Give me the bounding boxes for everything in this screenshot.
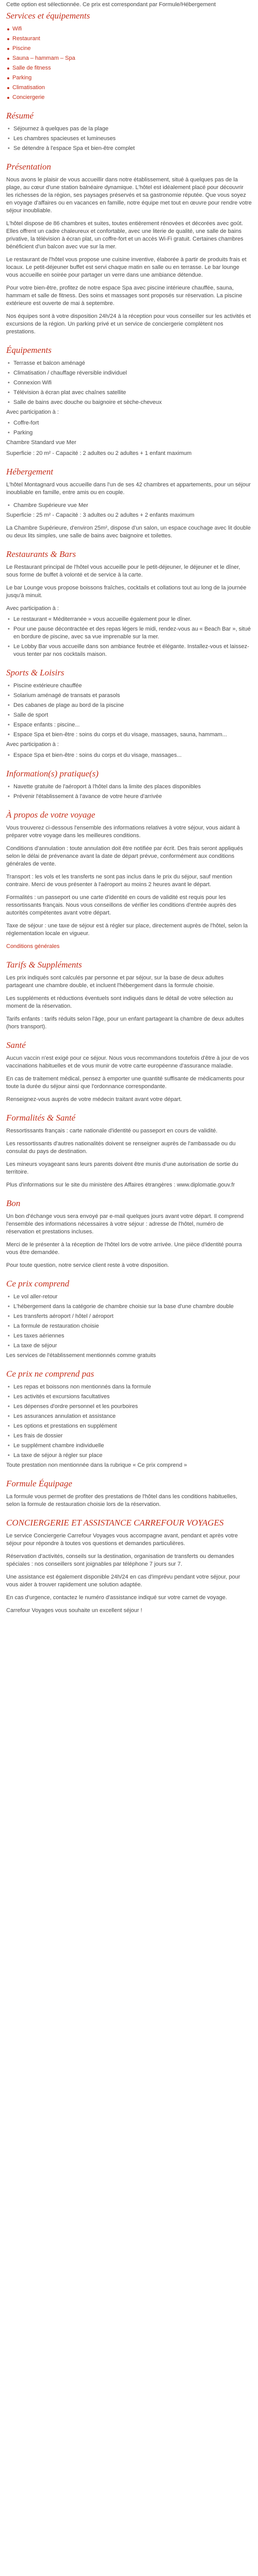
- bon-paragraph: Pour toute question, notre service client reste à votre disposition.: [6, 1262, 169, 1268]
- tarifs-paragraph: Tarifs enfants : tarifs réduits selon l'âge, pour un enfant partageant la chambre de deux adultes (hors transport).: [6, 1016, 244, 1030]
- sport-title: Sports & Loisirs: [6, 668, 64, 677]
- prix-comprend-item: • Le vol aller-retour: [6, 1293, 252, 1301]
- formalites-section: [6, 1113, 252, 1189]
- chambre-standard-title: Chambre Standard vue Mer: [6, 439, 76, 446]
- options-label: Avec participation à :: [6, 409, 59, 415]
- info-item: • Navette gratuite de l'aéroport à l'hôtel dans la limite des places disponibles: [6, 783, 252, 791]
- hebergement-text: L'hôtel Montagnard vous accueille dans l'un de ses 42 chambres et appartements, pour un séjour inoubliable en famille, entre amis ou en couple.: [6, 482, 251, 496]
- prix-ne-comprend-item: • Le supplément chambre individuelle: [6, 1442, 252, 1450]
- chambre-extra: La Chambre Supérieure, d'environ 25m², dispose d'un salon, un espace couchage avec lit double ou deux lits simples, une salle de bains avec baignoire et toilettes.: [6, 525, 251, 539]
- bon-title: Bon: [6, 1198, 21, 1208]
- sport-item: • Salle de sport: [6, 711, 252, 719]
- prix-ne-comprend-item: • La taxe de séjour à régler sur place: [6, 1452, 252, 1460]
- tarifs-title: Tarifs & Suppléments: [6, 960, 82, 970]
- formalites-paragraph: Les ressortissants d'autres nationalités doivent se renseigner auprès de l'ambassade ou du consulat du pays de destination.: [6, 1141, 236, 1155]
- conciergerie-paragraph: Carrefour Voyages vous souhaite un excellent séjour !: [6, 1607, 142, 1614]
- restaurants-title: Restaurants & Bars: [6, 549, 76, 559]
- restaurants-paragraph: Le Restaurant principal de l'hôtel vous accueille pour le petit-déjeuner, le déjeuner et le dîner, sous forme de buffet à volonté et de service à la carte.: [6, 564, 240, 578]
- service-item: Climatisation: [6, 84, 252, 92]
- apropos-section: [6, 810, 252, 951]
- sport-item: • Piscine extérieure chauffée: [6, 682, 252, 690]
- conciergerie-paragraph: Le service Conciergerie Carrefour Voyages vous accompagne avant, pendant et après votre séjour pour répondre à toutes vos questions et demandes particulières.: [6, 1533, 238, 1547]
- sport-item: • Solarium aménagé de transats et parasols: [6, 692, 252, 700]
- services-list: [6, 25, 252, 101]
- resume-section: [6, 111, 252, 152]
- sport-item: • Espace enfants : piscine...: [6, 721, 252, 729]
- prix-ne-comprend-note: Toute prestation non mentionnée dans la rubrique « Ce prix comprend »: [6, 1462, 187, 1468]
- restaurant-item: • Le restaurant « Méditerranée » vous accueille également pour le dîner.: [6, 616, 252, 623]
- formalites-title: Formalités & Santé: [6, 1113, 76, 1123]
- prix-comprend-title: Ce prix comprend: [6, 1279, 70, 1289]
- presentation-paragraph: Nos équipes sont à votre disposition 24h/24 à la réception pour vous conseiller sur les activités et excursions de la région. Un parking privé et un service de conciergerie complètent nos prestations.: [6, 313, 251, 335]
- intro: [6, 0, 252, 9]
- presentation-paragraph: Le restaurant de l'hôtel vous propose une cuisine inventive, élaborée à partir de produits frais et locaux. Le petit-déjeuner buffet est servi chaque matin en salle ou en terrasse. Le bar lounge vous accueille en soirée pour partager un verre dans une ambiance détendue.: [6, 257, 247, 278]
- prix-comprend-list: [6, 1293, 252, 1350]
- apropos-paragraph: Transport : les vols et les transferts ne sont pas inclus dans le prix du séjour, sauf mention contraire. Merci de vous présenter à l'aéroport au moins 2 heures avant le départ.: [6, 874, 232, 888]
- formule-text: La formule vous permet de profiter des prestations de l'hôtel dans les conditions habituelles, selon la formule de restauration choisie lors de la réservation.: [6, 1494, 237, 1507]
- service-item: Salle de fitness: [6, 64, 252, 72]
- sante-paragraph: En cas de traitement médical, pensez à emporter une quantité suffisante de médicaments pour toute la durée du séjour ainsi que l'ordonnance correspondante.: [6, 1076, 245, 1090]
- conciergerie-section: [6, 1518, 252, 1615]
- prix-comprend-item: • La taxe de séjour: [6, 1342, 252, 1350]
- equipement-item: • Terrasse et balcon aménagé: [6, 360, 252, 367]
- formalites-paragraph: Les mineurs voyageant sans leurs parents doivent être munis d'une autorisation de sortie du territoire.: [6, 1161, 238, 1175]
- apropos-paragraph: Vous trouverez ci-dessous l'ensemble des informations relatives à votre séjour, vous aidant à préparer votre voyage dans les meilleures conditions.: [6, 825, 240, 839]
- formule-section: [6, 1479, 252, 1509]
- resume-list: [6, 125, 252, 152]
- option-item: • Espace Spa et bien-être : soins du corps et du visage, massages...: [6, 752, 252, 759]
- prix-comprend-item: • Les taxes aériennes: [6, 1332, 252, 1340]
- sante-paragraph: Renseignez-vous auprès de votre médecin traitant avant votre départ.: [6, 1096, 182, 1103]
- tarifs-paragraph: Les suppléments et réductions éventuels sont indiqués dans le détail de votre sélection au moment de la réservation.: [6, 995, 233, 1009]
- conciergerie-paragraph: Réservation d'activités, conseils sur la destination, organisation de transferts ou demandes spéciales : nos conseillers sont joignables par téléphone 7 jours sur 7.: [6, 1553, 234, 1567]
- prix-comprend-item: • L'hébergement dans la catégorie de chambre choisie sur la base d'une chambre double: [6, 1303, 252, 1311]
- sante-section: [6, 1040, 252, 1104]
- sante-paragraph: Aucun vaccin n'est exigé pour ce séjour. Nous vous recommandons toutefois d'être à jour de vos vaccinations habituelles et de vous munir de votre carte européenne d'assurance maladie.: [6, 1055, 249, 1069]
- apropos-title: À propos de votre voyage: [6, 810, 95, 820]
- presentation-paragraph: L'hôtel dispose de 86 chambres et suites, toutes entièrement rénovées et décorées avec goût. Elles offrent un cadre chaleureux et confortable, avec une literie de qualité, une salle de bains privative, la télévision à écran plat, un coffre-fort et un accès Wi-Fi gratuit. Certaines chambres bénéficient d'un balcon avec vue sur la mer.: [6, 221, 244, 250]
- resume-title: Résumé: [6, 111, 34, 121]
- equipements-section: [6, 345, 252, 457]
- infos-title: Information(s) pratique(s): [6, 769, 99, 778]
- sante-title: Santé: [6, 1040, 26, 1050]
- presentation-paragraph: Pour votre bien-être, profitez de notre espace Spa avec piscine intérieure chauffée, sauna, hammam et salle de fitness. Des soins et massages sont proposés sur réservation. La piscine extérieure est ouverte de mai à septembre.: [6, 285, 243, 307]
- prix-ne-comprend-item: • Les assurances annulation et assistance: [6, 1413, 252, 1420]
- equipements-list: [6, 360, 252, 406]
- conciergerie-paragraph: Une assistance est également disponible 24h/24 en cas d'imprévu pendant votre séjour, pour vous aider à trouver rapidement une solution adaptée.: [6, 1574, 240, 1588]
- tarifs-paragraph: Les prix indiqués sont calculés par personne et par séjour, sur la base de deux adultes partageant une chambre double, et incluent l'hébergement dans la formule choisie.: [6, 975, 224, 989]
- formalites-paragraph: Ressortissants français : carte nationale d'identité ou passeport en cours de validité.: [6, 1128, 218, 1134]
- prix-ne-comprend-item: • Les dépenses d'ordre personnel et les pourboires: [6, 1403, 252, 1411]
- intro-line: Cette option est sélectionnée. Ce prix est correspondant par Formule/Hébergement: [6, 2, 216, 8]
- prix-comprend-note: Les services de l'établissement mentionnés comme gratuits: [6, 1352, 156, 1359]
- equipements-title: Équipements: [6, 345, 52, 355]
- presentation-paragraph: Nous avons le plaisir de vous accueillir dans notre établissement, situé à quelques pas de la plage, au cœur d'une station balnéaire dynamique. L'hôtel est idéalement placé pour découvrir les richesses de la région, ses paysages préservés et sa gastronomie réputée. Que vous soyez en voyage d'affaires ou en vacances en famille, notre équipe met tout en œuvre pour rendre votre séjour inoubliable.: [6, 177, 252, 214]
- restaurant-item: • Pour une pause décontractée et des repas légers le midi, rendez-vous au « Beach Bar », situé en bordure de piscine, avec sa vue imprenable sur la mer.: [6, 625, 252, 641]
- apropos-paragraph: Taxe de séjour : une taxe de séjour est à régler sur place, directement auprès de l'hôtel, selon la réglementation locale en vigueur.: [6, 923, 248, 937]
- formule-title: Formule Équipage: [6, 1479, 72, 1488]
- equipement-item: • Connexion Wifi: [6, 379, 252, 387]
- bon-paragraph: Un bon d'échange vous sera envoyé par e-mail quelques jours avant votre départ. Il comprend l'ensemble des informations nécessaires à votre séjour : adresse de l'hôtel, numéro de réservation et prestations incluses.: [6, 1213, 244, 1235]
- prix-ne-comprend-list: [6, 1383, 252, 1460]
- option-item: • Coffre-fort: [6, 419, 252, 427]
- chambre-name: • Chambre Supérieure vue Mer: [6, 502, 252, 510]
- conditions-link[interactable]: Conditions générales: [6, 943, 60, 950]
- sport-item: • Des cabanes de plage au bord de la piscine: [6, 702, 252, 709]
- sport-list: [6, 682, 252, 739]
- hebergement-list: [6, 502, 252, 510]
- bon-section: [6, 1198, 252, 1269]
- equipement-item: • Télévision à écran plat avec chaînes satellite: [6, 389, 252, 397]
- resume-item: • Les chambres spacieuses et lumineuses: [6, 135, 252, 143]
- prix-comprend-item: • La formule de restauration choisie: [6, 1323, 252, 1330]
- hebergement-section: [6, 467, 252, 540]
- prix-ne-comprend-title: Ce prix ne comprend pas: [6, 1369, 94, 1379]
- chambre-standard-text: Superficie : 20 m² - Capacité : 2 adultes ou 2 adultes + 1 enfant maximum: [6, 450, 192, 456]
- apropos-paragraph: Formalités : un passeport ou une carte d'identité en cours de validité est requis pour les ressortissants français. Nous vous conseillons de vérifier les conditions d'entrée auprès des autorités compétentes avant votre départ.: [6, 894, 236, 916]
- prix-comprend-section: [6, 1279, 252, 1360]
- presentation-section: [6, 162, 252, 336]
- info-item: • Prévenir l'établissement à l'avance de votre heure d'arrivée: [6, 793, 252, 801]
- prix-ne-comprend-item: • Les activités et excursions facultatives: [6, 1393, 252, 1401]
- presentation-title: Présentation: [6, 162, 51, 172]
- apropos-paragraph: Conditions d'annulation : toute annulation doit être notifiée par écrit. Des frais seront appliqués selon le délai de prévenance avant la date de départ prévue, conformément aux conditions générales de vente.: [6, 845, 243, 867]
- services-section: [6, 11, 252, 101]
- chambre-text: Superficie : 25 m² - Capacité : 3 adultes ou 2 adultes + 2 enfants maximum: [6, 512, 195, 518]
- service-item: Piscine: [6, 45, 252, 53]
- tarifs-section: [6, 960, 252, 1031]
- prix-ne-comprend-section: [6, 1369, 252, 1469]
- infos-section: [6, 769, 252, 801]
- equipement-item: • Salle de bains avec douche ou baignoire et sèche-cheveux: [6, 399, 252, 406]
- hebergement-title: Hébergement: [6, 467, 53, 477]
- options-label: Avec participation à :: [6, 605, 59, 612]
- restaurants-section: [6, 549, 252, 658]
- restaurant-list: [6, 616, 252, 658]
- options-list: [6, 419, 252, 437]
- options-list-2: [6, 752, 252, 759]
- conciergerie-title: CONCIERGERIE ET ASSISTANCE CARREFOUR VOYAGES: [6, 1518, 224, 1528]
- prix-ne-comprend-item: • Les repas et boissons non mentionnés dans la formule: [6, 1383, 252, 1391]
- formalites-paragraph: Plus d'informations sur le site du ministère des Affaires étrangères : www.diplomatie.gouv.fr: [6, 1182, 235, 1188]
- resume-item: • Se détendre à l'espace Spa et bien-être complet: [6, 145, 252, 152]
- prix-ne-comprend-item: • Les options et prestations en supplément: [6, 1422, 252, 1430]
- infos-list: [6, 783, 252, 801]
- service-item: Wifi: [6, 25, 252, 33]
- resume-item: • Séjournez à quelques pas de la plage: [6, 125, 252, 133]
- restaurant-item: • Le Lobby Bar vous accueille dans son ambiance feutrée et élégante. Installez-vous et laissez-vous tenter par nos cocktails maison.: [6, 643, 252, 658]
- service-item: Sauna – hammam – Spa: [6, 55, 252, 62]
- prix-comprend-item: • Les transferts aéroport / hôtel / aéroport: [6, 1313, 252, 1320]
- service-item: Restaurant: [6, 35, 252, 43]
- service-item: Parking: [6, 74, 252, 82]
- conciergerie-paragraph: En cas d'urgence, contactez le numéro d'assistance indiqué sur votre carnet de voyage.: [6, 1595, 227, 1601]
- sport-item: • Espace Spa et bien-être : soins du corps et du visage, massages, sauna, hammam...: [6, 731, 252, 739]
- service-item: Conciergerie: [6, 94, 252, 101]
- prix-ne-comprend-item: • Les frais de dossier: [6, 1432, 252, 1440]
- services-title: Services et équipements: [6, 11, 90, 21]
- bon-paragraph: Merci de le présenter à la réception de l'hôtel lors de votre arrivée. Une pièce d'identité pourra vous être demandée.: [6, 1242, 242, 1256]
- restaurants-paragraph: Le bar Lounge vous propose boissons fraîches, cocktails et collations tout au long de la journée jusqu'à minuit.: [6, 585, 247, 599]
- sport-section: [6, 668, 252, 759]
- option-item: • Parking: [6, 429, 252, 437]
- equipement-item: • Climatisation / chauffage réversible individuel: [6, 369, 252, 377]
- options-label: Avec participation à :: [6, 741, 59, 748]
